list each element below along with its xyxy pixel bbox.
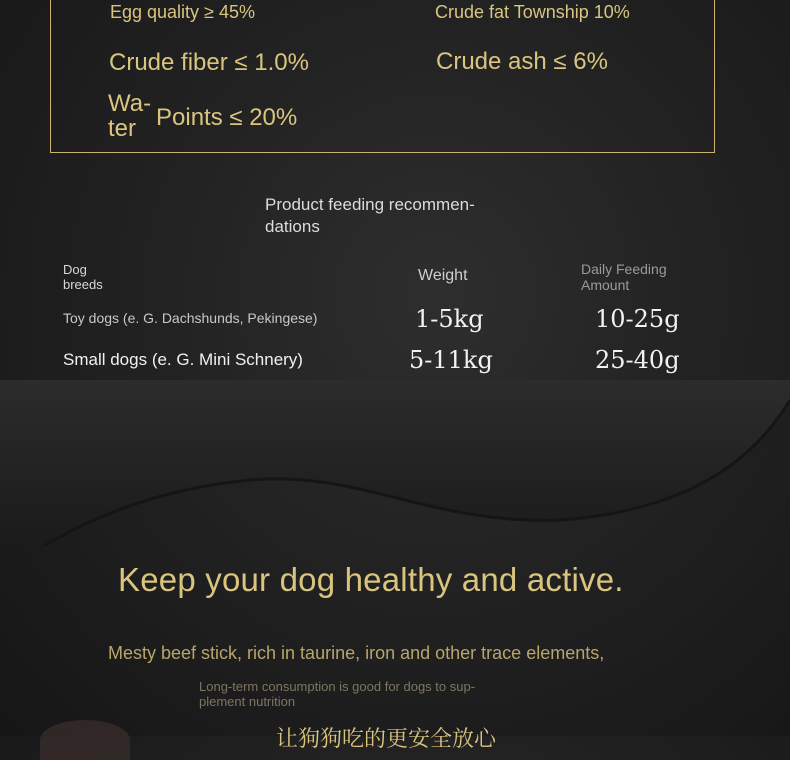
header-weight: Weight xyxy=(418,267,468,284)
water-points-text: Points ≤ 20% xyxy=(156,104,298,131)
crude-fat-text: Crude fat Township 10% xyxy=(435,2,630,22)
promo-chinese-text: 让狗狗吃的更安全放心 xyxy=(276,726,497,751)
header-dog-breeds-line1: Dog xyxy=(63,262,87,277)
header-dog-breeds xyxy=(63,262,103,292)
promo-headline: Keep your dog healthy and active. xyxy=(118,561,624,598)
row-2-breed: Small dogs (e. G. Mini Schnery) xyxy=(63,350,303,369)
promo-note xyxy=(199,679,475,709)
row-2-weight: 5-11kg xyxy=(409,346,493,374)
wave-decoration xyxy=(0,380,790,550)
promo-subline: Mesty beef stick, rich in taurine, iron and other trace elements, xyxy=(108,643,605,663)
row-1-amount: 10-25g xyxy=(595,305,680,333)
header-daily-amount xyxy=(581,261,667,293)
crude-ash-text: Crude ash ≤ 6% xyxy=(436,48,608,75)
row-2-amount: 25-40g xyxy=(595,346,680,374)
bowl-image xyxy=(40,720,130,760)
crude-fiber-text: Crude fiber ≤ 1.0% xyxy=(109,49,309,76)
feeding-title-line2: dations xyxy=(265,217,320,236)
header-daily-amount-line1: Daily Feeding xyxy=(581,261,667,277)
header-dog-breeds-line2: breeds xyxy=(63,277,103,292)
feeding-title-line1: Product feeding recommen- xyxy=(265,195,475,214)
egg-quality-text: Egg quality ≥ 45% xyxy=(110,2,255,22)
header-daily-amount-line2: Amount xyxy=(581,277,630,293)
feeding-title xyxy=(265,194,475,238)
water-word-line1: Wa- xyxy=(108,90,152,117)
row-1-weight: 1-5kg xyxy=(415,305,484,333)
promo-note-line2: plement nutrition xyxy=(199,694,296,709)
water-word-line2: ter xyxy=(108,115,137,142)
row-1-breed: Toy dogs (e. G. Dachshunds, Pekingese) xyxy=(63,310,318,326)
promo-note-line1: Long-term consumption is good for dogs to sup- xyxy=(199,679,476,694)
